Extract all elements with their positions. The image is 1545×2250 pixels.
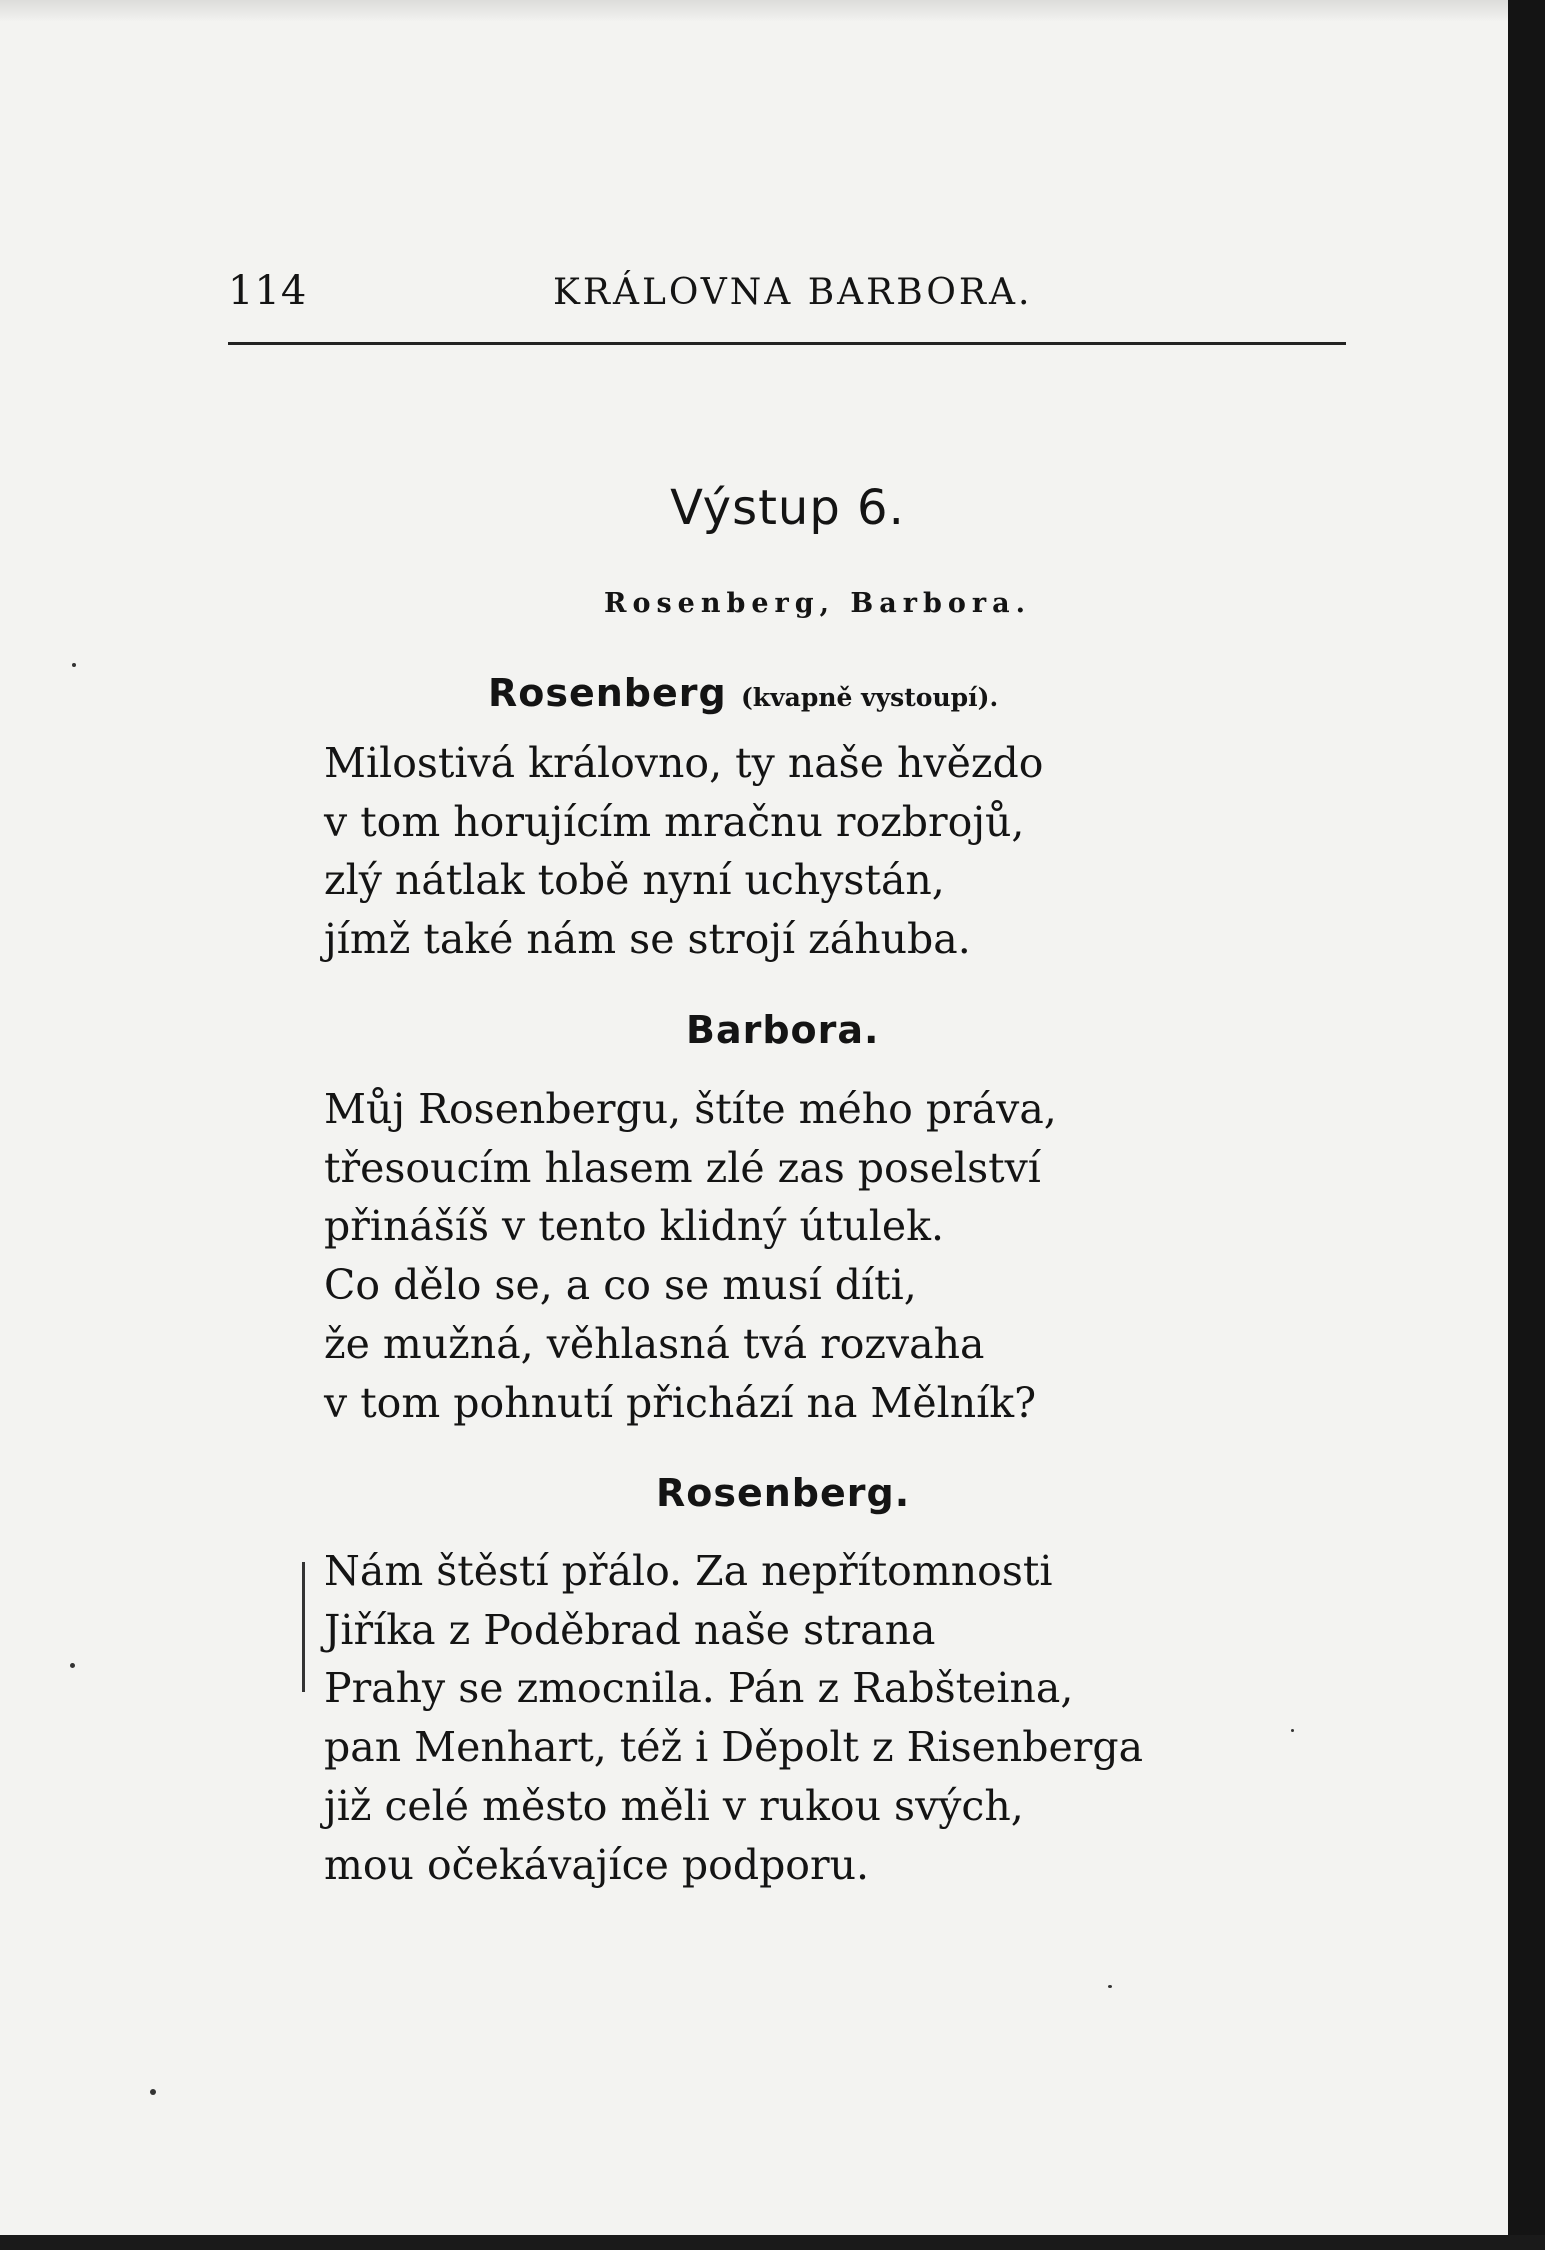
dust-speck — [72, 663, 76, 667]
dust-speck — [1291, 1729, 1294, 1732]
page-number: 114 — [228, 268, 308, 314]
scene-title: Výstup 6. — [670, 480, 905, 536]
verse-line: že mužná, věhlasná tvá rozvaha — [324, 1319, 985, 1368]
verse-line: zlý nátlak tobě nyní uchystán, — [324, 856, 945, 905]
scan-top-shadow — [0, 0, 1508, 22]
page-header — [228, 268, 1348, 328]
stage-direction: (kvapně vystoupí). — [740, 683, 999, 712]
dust-speck — [70, 1663, 75, 1668]
verse-line: Co dělo se, a co se musí díti, — [324, 1261, 917, 1310]
verse-line: třesoucím hlasem zlé zas poselství — [324, 1143, 1041, 1192]
verse-line: Prahy se zmocnila. Pán z Rabšteina, — [324, 1664, 1074, 1713]
verse-line: Můj Rosenbergu, štíte mého práva, — [324, 1085, 1057, 1133]
dust-speck — [1108, 1985, 1112, 1988]
verse-line: již celé město měli v rukou svých, — [324, 1781, 1024, 1830]
verse-block — [324, 1080, 1057, 1432]
running-title: KRÁLOVNA BARBORA. — [553, 272, 1033, 313]
verse-block — [324, 1542, 1143, 1894]
verse-line: přinášíš v tento klidný útulek. — [324, 1202, 945, 1251]
speaker-name: Rosenberg. — [656, 1471, 911, 1515]
verse-line: v tom pohnutí přichází na Mělník? — [324, 1378, 1037, 1427]
scene-characters: Rosenberg, Barbora. — [604, 588, 1031, 619]
speaker-heading — [656, 1471, 910, 1515]
verse-line: Nám štěstí přálo. Za nepřítomnosti — [324, 1547, 1053, 1595]
speaker-heading — [686, 1008, 879, 1052]
verse-block — [324, 734, 1043, 969]
speaker-name: Rosenberg — [488, 671, 727, 715]
verse-line: pan Menhart, též i Děpolt z Risenberga — [324, 1723, 1144, 1772]
verse-line: mou očekávajíce podporu. — [324, 1840, 870, 1889]
dust-speck — [150, 2089, 156, 2095]
verse-line: Milostivá královno, ty naše hvězdo — [324, 739, 1044, 787]
scan-border-bottom — [0, 2235, 1545, 2250]
speaker-name: Barbora. — [686, 1008, 880, 1052]
verse-line: jímž také nám se strojí záhuba. — [324, 915, 971, 964]
speaker-heading — [488, 671, 998, 715]
scan-border-right — [1508, 0, 1545, 2250]
margin-mark — [302, 1562, 305, 1692]
verse-line: Jiříka z Poděbrad naše strana — [324, 1605, 936, 1654]
verse-line: v tom horujícím mračnu rozbrojů, — [324, 797, 1025, 846]
header-rule — [228, 342, 1346, 345]
